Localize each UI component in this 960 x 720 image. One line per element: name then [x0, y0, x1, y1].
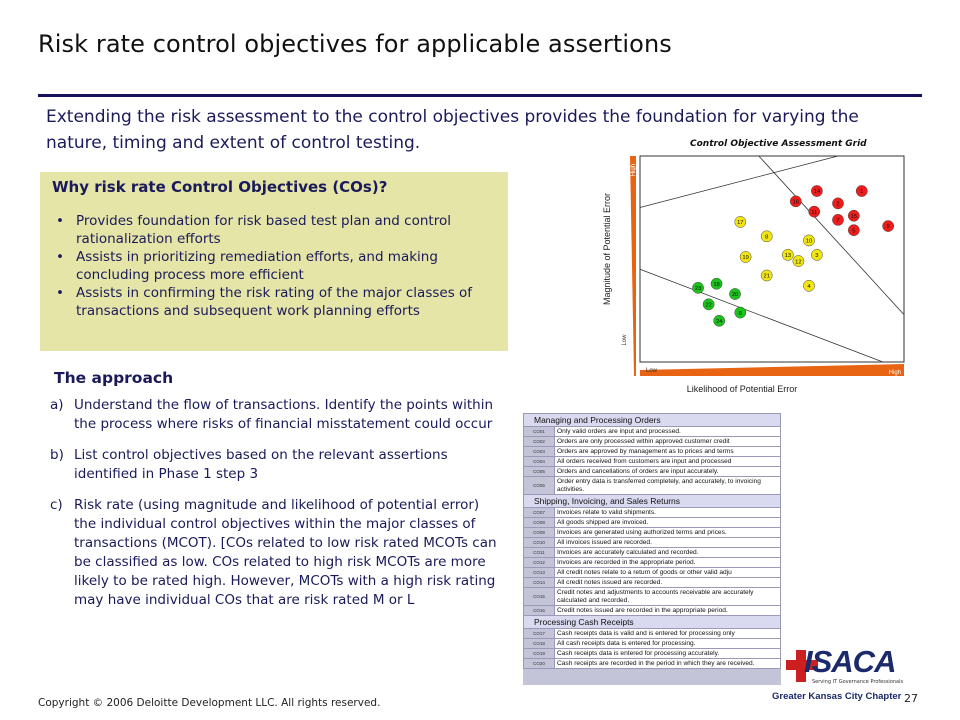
risk-point-label: 24 — [715, 319, 723, 325]
mcot-description: Credit notes issued are recorded in the appropriate period. — [555, 606, 781, 616]
risk-point-label: 21 — [763, 273, 770, 280]
mcot-row — [524, 588, 781, 606]
approach-item — [50, 446, 500, 484]
mcot-row — [524, 508, 781, 518]
mcot-description: All credit notes issued are recorded. — [555, 578, 781, 588]
mcot-row — [524, 649, 781, 659]
mcot-rating-cell: CO19 — [524, 649, 555, 659]
y-axis-title: Magnitude of Potential Error — [602, 192, 612, 306]
footer-copyright: Copyright © 2006 Deloitte Development LLC. All rights reserved. — [38, 697, 381, 709]
mcot-table — [523, 413, 781, 669]
approach-item-label: a) — [50, 397, 64, 413]
mcot-description: All invoices issued are recorded. — [555, 538, 781, 548]
risk-point-label: 10 — [805, 238, 813, 245]
y-axis-high-label: High — [631, 163, 637, 177]
mcot-rating-cell: CO14 — [524, 578, 555, 588]
approach-item-label: c) — [50, 497, 63, 513]
risk-point-label: 22 — [705, 302, 712, 309]
y-axis-bar — [630, 156, 636, 376]
risk-point-label: 19 — [742, 255, 749, 262]
risk-point-label: 18 — [713, 281, 720, 288]
mcot-rating-cell: CO12 — [524, 558, 555, 568]
mcot-section-name: Shipping, Invoicing, and Sales Returns — [524, 495, 781, 508]
approach-item-text: Risk rate (using magnitude and likelihood of potential error) the individual control objectives within the major classes of transactions (MCOT). [COs related to low risk rated MCOTs can be classified as low. COs related to high risk MCOTs are more likely to be rated high. However, MCOTs with a high risk rating may have individual COs that are risk rated M or L — [74, 497, 497, 608]
mcot-description: Invoices are accurately calculated and recorded. — [555, 548, 781, 558]
why-bullet — [52, 248, 492, 284]
isaca-logo — [772, 642, 904, 710]
mcot-section-row — [524, 495, 781, 508]
mcot-row — [524, 437, 781, 447]
page-number: 27 — [904, 692, 918, 705]
mcot-rating-cell: CO06 — [524, 477, 555, 495]
mcot-description: Cash receipts data is valid and is entered for processing only — [555, 629, 781, 639]
approach-heading: The approach — [54, 369, 174, 387]
mcot-rating-cell: CO10 — [524, 538, 555, 548]
bullet-icon: • — [56, 213, 64, 229]
mcot-section-row — [524, 616, 781, 629]
x-axis-bar — [640, 364, 904, 376]
why-bullet-text: Assists in prioritizing remediation efforts, and making concluding process more efficient — [76, 249, 438, 283]
x-axis-high-label: High — [888, 370, 901, 376]
approach-item-label: b) — [50, 447, 64, 463]
intro-text: Extending the risk assessment to the control objectives provides the foundation for varying the nature, timing and extent of control testing. — [46, 107, 859, 153]
y-axis-low-label: Low — [622, 334, 628, 346]
risk-point-label: 20 — [731, 292, 739, 299]
bullet-icon: • — [56, 285, 64, 301]
mcot-rating-cell: CO09 — [524, 528, 555, 538]
risk-point-label: 11 — [811, 209, 818, 216]
mcot-description: All cash receipts data is entered for processing. — [555, 639, 781, 649]
risk-point-label: 17 — [737, 220, 744, 227]
risk-point-label: 1 — [860, 189, 864, 196]
why-heading: Why risk rate Control Objectives (COs)? — [52, 178, 388, 196]
risk-point-label: 16 — [792, 199, 799, 206]
mcot-row — [524, 639, 781, 649]
risk-point-label: 13 — [784, 253, 792, 260]
mcot-row — [524, 606, 781, 616]
why-bullet-text: Provides foundation for risk based test plan and control rationalization efforts — [76, 213, 451, 247]
mcot-description: Orders are approved by management as to prices and terms — [555, 447, 781, 457]
mcot-description: Credit notes and adjustments to accounts receivable are accurately calculated and recorded. — [555, 588, 781, 606]
mcot-description: Orders are only processed within approved customer credit — [555, 437, 781, 447]
mcot-row — [524, 518, 781, 528]
risk-point-label: 2 — [836, 201, 840, 208]
mcot-description: All orders received from customers are input and processed — [555, 457, 781, 467]
mcot-row — [524, 528, 781, 538]
mcot-rating-cell: CO04 — [524, 457, 555, 467]
mcot-rating-cell: CO02 — [524, 437, 555, 447]
mcot-description: Only valid orders are input and processed. — [555, 427, 781, 437]
approach-list — [50, 396, 500, 622]
why-bullet — [52, 284, 492, 320]
risk-point-label: 5 — [852, 228, 856, 235]
approach-item — [50, 496, 500, 610]
mcot-row — [524, 427, 781, 437]
approach-item — [50, 396, 500, 434]
mcot-description: Cash receipts data is entered for processing accurately. — [555, 649, 781, 659]
risk-point-label: 8 — [765, 234, 769, 241]
grid-title: Control Objective Assessment Grid — [690, 139, 867, 149]
mcot-rating-cell: CO05 — [524, 467, 555, 477]
mcot-row — [524, 457, 781, 467]
risk-point-label: 12 — [795, 259, 802, 266]
bullet-icon: • — [56, 249, 64, 265]
risk-point-label: 14 — [813, 189, 821, 196]
mcot-rating-cell: CO15 — [524, 588, 555, 606]
mcot-description: All credit notes relate to a return of goods or other valid adju — [555, 568, 781, 578]
approach-item-text: Understand the flow of transactions. Identify the points within the process where risks of financial misstatement could occur — [74, 397, 494, 432]
mcot-row — [524, 629, 781, 639]
assessment-grid-chart — [596, 150, 912, 398]
why-bullet — [52, 212, 492, 248]
mcot-description: Invoices relate to valid shipments. — [555, 508, 781, 518]
risk-point-label: 15 — [850, 213, 858, 220]
approach-item-text: List control objectives based on the relevant assertions identified in Phase 1 step 3 — [74, 447, 448, 482]
slide-title: Risk rate control objectives for applicable assertions — [38, 30, 672, 58]
mcot-description: Invoices are recorded in the appropriate period. — [555, 558, 781, 568]
mcot-rating-cell: CO07 — [524, 508, 555, 518]
mcot-row — [524, 548, 781, 558]
mcot-table-panel — [523, 413, 781, 685]
risk-point-label: 4 — [807, 283, 811, 290]
mcot-row — [524, 447, 781, 457]
mcot-rating-cell: CO20 — [524, 659, 555, 669]
mcot-rating-cell: CO01 — [524, 427, 555, 437]
mcot-section-name: Processing Cash Receipts — [524, 616, 781, 629]
title-divider — [38, 94, 922, 97]
x-axis-low-label: Low — [646, 368, 658, 374]
risk-point-label: 7 — [836, 218, 840, 225]
risk-point-label: 3 — [815, 253, 819, 260]
mcot-description: Cash receipts are recorded in the period in which they are received. — [555, 659, 781, 669]
mcot-section-name: Managing and Processing Orders — [524, 414, 781, 427]
mcot-description: All goods shipped are invoiced. — [555, 518, 781, 528]
mcot-row — [524, 558, 781, 568]
why-bullet-list — [52, 212, 492, 320]
risk-point-label: 23 — [694, 286, 702, 293]
x-axis-title: Likelihood of Potential Error — [686, 384, 798, 394]
mcot-row — [524, 477, 781, 495]
mcot-row — [524, 578, 781, 588]
mcot-rating-cell: CO16 — [524, 606, 555, 616]
risk-point-label: 9 — [886, 224, 890, 231]
mcot-description: Orders and cancellations of orders are input accurately. — [555, 467, 781, 477]
logo-wordmark: ISACA — [804, 644, 896, 679]
logo-tagline: Serving IT Governance Professionals — [812, 679, 904, 685]
mcot-rating-cell: CO11 — [524, 548, 555, 558]
risk-point-label: 6 — [738, 310, 742, 317]
mcot-row — [524, 659, 781, 669]
mcot-rating-cell: CO03 — [524, 447, 555, 457]
why-bullet-text: Assists in confirming the risk rating of the major classes of transactions and subsequent work planning efforts — [76, 285, 473, 319]
mcot-description: Invoices are generated using authorized terms and prices. — [555, 528, 781, 538]
mcot-description: Order entry data is transferred completely, and accurately, to invoicing activities. — [555, 477, 781, 495]
mcot-rating-cell: CO17 — [524, 629, 555, 639]
mcot-rating-cell: CO18 — [524, 639, 555, 649]
mcot-row — [524, 568, 781, 578]
mcot-rating-cell: CO08 — [524, 518, 555, 528]
logo-chapter: Greater Kansas City Chapter — [772, 691, 902, 702]
mcot-rating-cell: CO13 — [524, 568, 555, 578]
mcot-section-row — [524, 414, 781, 427]
mcot-row — [524, 538, 781, 548]
mcot-row — [524, 467, 781, 477]
